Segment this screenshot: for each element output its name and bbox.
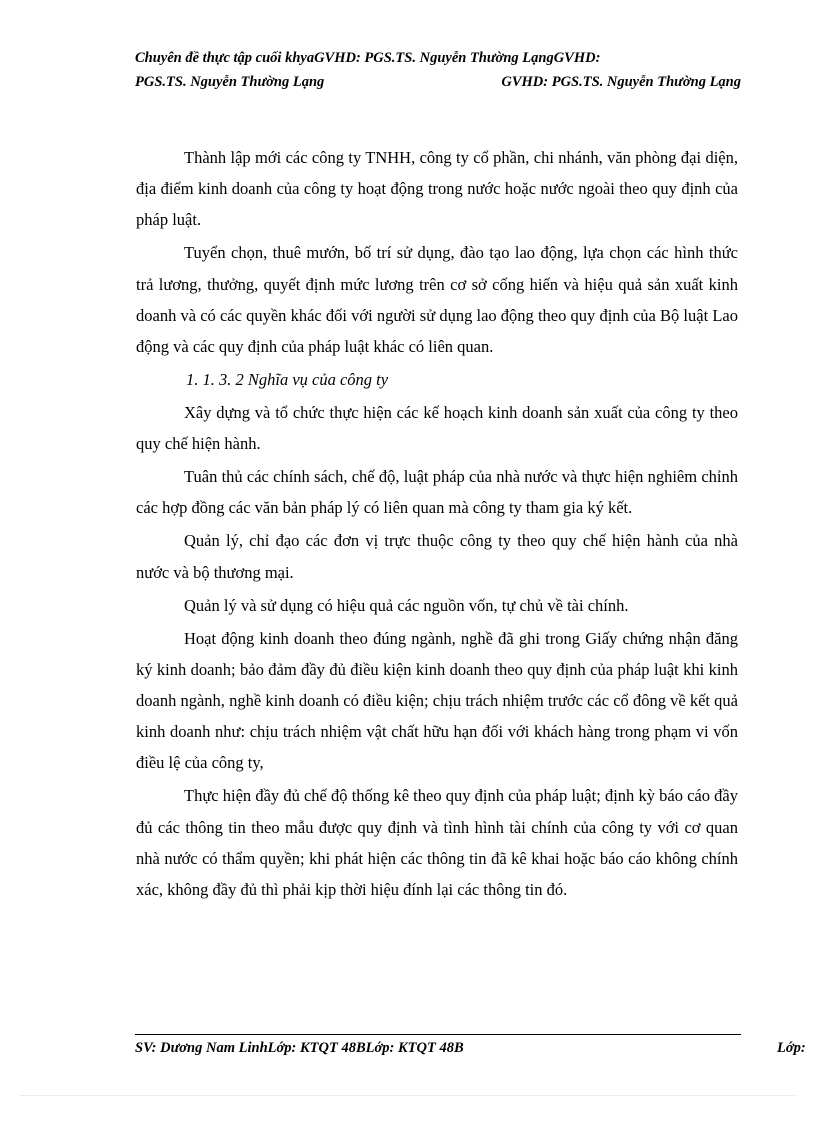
footer-student: SV: Dương Nam LinhLớp: KTQT 48BLớp: KTQT 48B (135, 1040, 464, 1056)
header-line-1: Chuyên đề thực tập cuối khyaGVHD: PGS.TS. Nguyễn Thường LạngGVHD: (135, 50, 601, 66)
paragraph: Quản lý và sử dụng có hiệu quả các nguồn vốn, tự chủ về tài chính. (184, 595, 629, 615)
paragraph: Xây dựng và tổ chức thực hiện các kế hoạch kinh doanh sản xuất của công ty theo quy chế hiện hành. (136, 403, 738, 454)
header-student-supervisor: PGS.TS. Nguyễn Thường Lạng (135, 74, 325, 90)
paragraph: Tuân thủ các chính sách, chế độ, luật pháp của nhà nước và thực hiện nghiêm chỉnh các hợp đồng các văn bản pháp lý có liên quan mà công ty tham gia ký kết. (136, 467, 738, 518)
section-heading: 1. 1. 3. 2 Nghĩa vụ của công ty (186, 370, 389, 390)
paragraph: Tuyển chọn, thuê mướn, bố trí sử dụng, đào tạo lao động, lựa chọn các hình thức trả lương, thưởng, quyết định mức lương trên cơ sở cống hiến và hiệu quả sản xuất kinh doanh và có các quyền khác đối với người sử dụng lao động theo quy định của Bộ luật Lao động và các quy định của pháp luật khác có liên quan. (136, 243, 738, 357)
header-supervisor: GVHD: PGS.TS. Nguyễn Thường Lạng (501, 74, 741, 90)
paragraph: Hoạt động kinh doanh theo đúng ngành, nghề đã ghi trong Giấy chứng nhận đăng ký kinh doanh; bảo đảm đầy đủ điều kiện kinh doanh theo quy định của pháp luật khi kinh doanh ngành, nghề kinh doanh có điều kiện; chịu trách nhiệm trước các cổ đông về kết quả kinh doanh như: chịu trách nhiệm vật chất hữu hạn đối với khách hàng trong phạm vi vốn điều lệ của công ty, (136, 628, 738, 773)
paragraph: Quản lý, chỉ đạo các đơn vị trực thuộc công ty theo quy chế hiện hành của nhà nước và bộ thương mại. (136, 531, 738, 582)
page-header (135, 46, 741, 94)
header-line-2 (135, 70, 741, 94)
footer-class: Lớp: (777, 1040, 806, 1056)
page-bottom-border (20, 1095, 796, 1096)
paragraph: Thực hiện đầy đủ chế độ thống kê theo quy định của pháp luật; định kỳ báo cáo đầy đủ các thông tin theo mẫu được quy định và tình hình tài chính của công ty với cơ quan nhà nước có thẩm quyền; khi phát hiện các thông tin đã kê khai hoặc báo cáo không chính xác, không đầy đủ thì phải kịp thời hiệu đính lại các thông tin đó. (136, 786, 738, 900)
document-body (136, 142, 738, 907)
page-footer (135, 1040, 815, 1057)
paragraph: Thành lập mới các công ty TNHH, công ty cổ phần, chi nhánh, văn phòng đại diện, địa điểm kinh doanh của công ty hoạt động trong nước hoặc nước ngoài theo quy định của pháp luật. (136, 148, 738, 230)
footer-rule (135, 1034, 741, 1035)
